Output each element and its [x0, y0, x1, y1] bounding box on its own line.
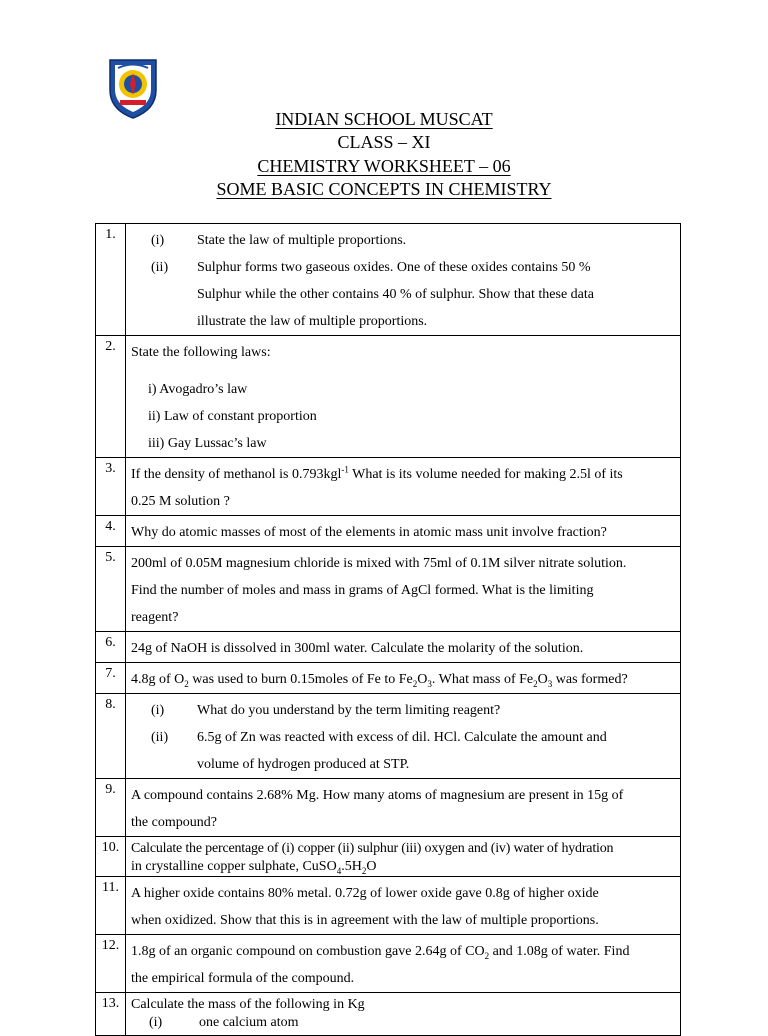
- sub-text: State the law of multiple proportions.: [197, 233, 407, 248]
- question-number: 7.: [96, 663, 126, 694]
- subscript: 2: [484, 950, 490, 961]
- sub-text: What do you understand by the term limiting reagent?: [197, 703, 501, 718]
- question-line: the empirical formula of the compound.: [131, 971, 355, 986]
- text-run: . What mass of Fe: [431, 672, 534, 687]
- question-text: [126, 224, 681, 336]
- question-line: Calculate the mass of the following in Kg: [131, 997, 365, 1012]
- table-row: [96, 993, 681, 1036]
- subscript: 3: [547, 678, 553, 689]
- text-run: in crystalline copper sulphate, CuSO: [131, 859, 337, 874]
- question-text: [126, 935, 681, 993]
- sub-text: volume of hydrogen produced at STP.: [197, 757, 410, 772]
- table-row: [96, 632, 681, 663]
- question-line: 24g of NaOH is dissolved in 300ml water. Calculate the molarity of the solution.: [131, 641, 584, 656]
- table-row: [96, 663, 681, 694]
- text-run: O: [417, 672, 428, 687]
- question-line: A higher oxide contains 80% metal. 0.72g of lower oxide gave 0.8g of higher oxide: [131, 886, 599, 901]
- text-run: and 1.08g of water. Find: [489, 944, 630, 959]
- subscript: 2: [361, 865, 367, 876]
- question-text: [126, 458, 681, 516]
- sub-label: (i): [149, 1015, 163, 1030]
- question-number: 3.: [96, 458, 126, 516]
- worksheet-title: CHEMISTRY WORKSHEET – 06: [257, 156, 511, 176]
- question-number: 11.: [96, 877, 126, 935]
- subscript: 4: [336, 865, 342, 876]
- question-number: 2.: [96, 336, 126, 458]
- table-row: [96, 779, 681, 837]
- question-number: 8.: [96, 694, 126, 779]
- question-line: reagent?: [131, 610, 179, 625]
- sub-text: illustrate the law of multiple proportions.: [197, 314, 428, 329]
- sub-text: 6.5g of Zn was reacted with excess of dil. HCl. Calculate the amount and: [197, 730, 607, 745]
- text-run: If the density of methanol is 0.793kgl: [131, 467, 342, 482]
- superscript: -1: [341, 464, 349, 475]
- table-row: [96, 547, 681, 632]
- class-title: CLASS – XI: [337, 132, 431, 152]
- subscript: 2: [184, 678, 189, 689]
- table-row: [96, 224, 681, 336]
- question-text: [126, 694, 681, 779]
- table-row: [96, 877, 681, 935]
- table-row: [96, 694, 681, 779]
- law-item: i) Avogadro’s law: [148, 382, 248, 397]
- question-text: [126, 547, 681, 632]
- school-name: INDIAN SCHOOL MUSCAT: [275, 109, 493, 129]
- text-run: 4.8g of O: [131, 672, 185, 687]
- table-row: [96, 516, 681, 547]
- sub-label: (ii): [151, 260, 169, 275]
- question-text: [126, 779, 681, 837]
- question-line: Why do atomic masses of most of the elements in atomic mass unit involve fraction?: [131, 525, 607, 540]
- topic-title: SOME BASIC CONCEPTS IN CHEMISTRY: [216, 179, 552, 199]
- table-row: [96, 458, 681, 516]
- text-run: What is its volume needed for making 2.5l of its: [348, 467, 623, 482]
- questions-table: [95, 223, 681, 1036]
- question-number: 5.: [96, 547, 126, 632]
- text-run: O: [366, 859, 377, 874]
- question-text: [126, 877, 681, 935]
- question-line: when oxidized. Show that this is in agreement with the law of multiple proportions.: [131, 913, 599, 928]
- question-line: Find the number of moles and mass in grams of AgCl formed. What is the limiting: [131, 583, 594, 598]
- law-item: iii) Gay Lussac’s law: [148, 436, 267, 451]
- text-run: .5H: [341, 859, 362, 874]
- question-number: 4.: [96, 516, 126, 547]
- text-run: was formed?: [552, 672, 628, 687]
- question-text: [126, 336, 681, 458]
- sub-label: (ii): [151, 730, 169, 745]
- text-run: O: [537, 672, 548, 687]
- subscript: 2: [533, 678, 538, 689]
- question-number: 9.: [96, 779, 126, 837]
- question-line: State the following laws:: [131, 345, 271, 360]
- sub-text: Sulphur forms two gaseous oxides. One of these oxides contains 50 %: [197, 260, 591, 275]
- sub-label: (i): [151, 233, 165, 248]
- question-number: 10.: [96, 837, 126, 877]
- question-text: [126, 663, 681, 694]
- question-number: 13.: [96, 993, 126, 1036]
- table-row: [96, 336, 681, 458]
- question-line: the compound?: [131, 815, 217, 830]
- question-line: 0.25 M solution ?: [131, 494, 230, 509]
- question-text: [126, 516, 681, 547]
- question-text: [126, 837, 681, 877]
- law-item: ii) Law of constant proportion: [148, 409, 317, 424]
- sub-text: Sulphur while the other contains 40 % of sulphur. Show that these data: [197, 287, 594, 302]
- question-text: [126, 993, 681, 1036]
- subscript: 2: [412, 678, 418, 689]
- question-line: Calculate the percentage of (i) copper (ii) sulphur (iii) oxygen and (iv) water of hydration: [131, 841, 614, 856]
- question-text: [126, 632, 681, 663]
- question-line: 200ml of 0.05M magnesium chloride is mixed with 75ml of 0.1M silver nitrate solution.: [131, 556, 627, 571]
- text-run: 1.8g of an organic compound on combustion gave 2.64g of CO: [131, 944, 485, 959]
- question-number: 1.: [96, 224, 126, 336]
- subscript: 3: [427, 678, 432, 689]
- question-line: A compound contains 2.68% Mg. How many atoms of magnesium are present in 15g of: [131, 788, 624, 803]
- sub-label: (i): [151, 703, 165, 718]
- question-number: 6.: [96, 632, 126, 663]
- table-row: [96, 935, 681, 993]
- table-row: [96, 837, 681, 877]
- sub-text: one calcium atom: [199, 1015, 299, 1030]
- text-run: was used to burn 0.15moles of Fe to Fe: [188, 672, 413, 687]
- question-number: 12.: [96, 935, 126, 993]
